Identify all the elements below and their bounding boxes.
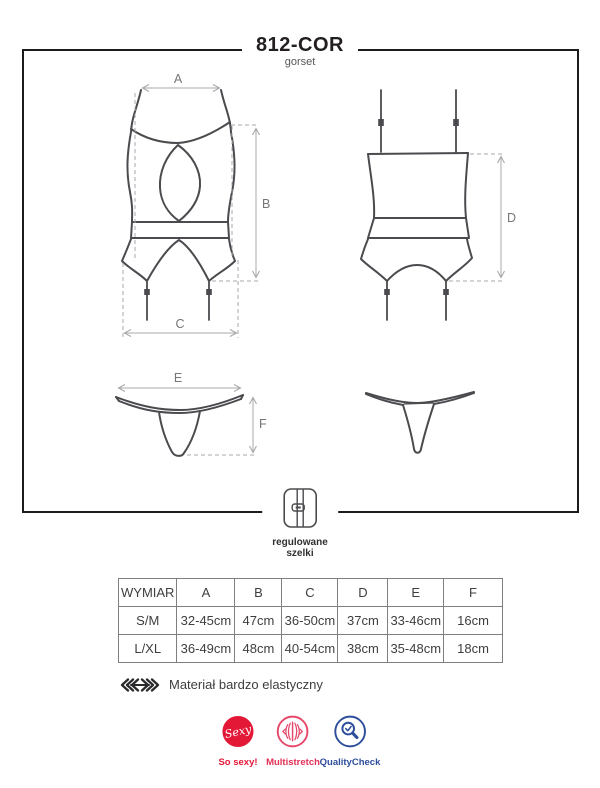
table-header-cell: B (235, 579, 282, 607)
table-cell: 18cm (444, 635, 503, 663)
table-header-cell: D (338, 579, 388, 607)
adjustable-straps-block (262, 487, 338, 559)
table-cell: 37cm (338, 607, 388, 635)
material-note-row (120, 677, 323, 692)
adjustable-straps-label-line2: szelki (286, 548, 314, 559)
qualitycheck-badge (320, 715, 381, 768)
table-cell: 47cm (235, 607, 282, 635)
table-cell: 38cm (338, 635, 388, 663)
size-table (118, 578, 503, 663)
adjustable-straps-icon (282, 487, 318, 529)
product-title: 812-COR (256, 34, 344, 56)
dim-label-d: D (507, 211, 517, 225)
multistretch-label: Multistretch (266, 757, 320, 768)
corset-front-dimensions (123, 72, 270, 338)
qualitycheck-label: QualityCheck (319, 757, 381, 768)
dim-label-a: A (173, 72, 183, 86)
panty-front-diagram (116, 395, 243, 456)
dim-label-c: C (175, 317, 185, 331)
dim-label-e: E (173, 371, 183, 385)
dim-label-f: F (259, 417, 267, 431)
table-cell: 32-45cm (177, 607, 235, 635)
table-cell: 35-48cm (388, 635, 444, 663)
qualitycheck-icon (334, 715, 367, 748)
sexy-label: So sexy! (218, 757, 258, 768)
table-cell: 33-46cm (388, 607, 444, 635)
material-note: Materiał bardzo elastyczny (169, 677, 323, 692)
table-cell: 48cm (235, 635, 282, 663)
table-header-cell: WYMIAR (119, 579, 177, 607)
table-cell: 16cm (444, 607, 503, 635)
svg-text:Sexy: Sexy (223, 722, 253, 742)
product-subtitle: gorset (284, 56, 316, 68)
table-header-cell: A (177, 579, 235, 607)
size-row-label: L/XL (119, 635, 177, 663)
adjustable-straps-label-line1: regulowane (272, 537, 328, 548)
panty-back-diagram (366, 392, 474, 453)
corset-front-diagram (122, 90, 235, 320)
sexy-icon (221, 715, 254, 748)
dim-label-b: B (262, 197, 271, 211)
stretch-arrows-icon (120, 678, 160, 692)
table-cell: 40-54cm (282, 635, 338, 663)
corset-back-diagram (361, 90, 472, 320)
size-table-header-row (119, 579, 503, 607)
table-header-cell: C (282, 579, 338, 607)
table-cell: 36-49cm (177, 635, 235, 663)
multistretch-badge (266, 715, 320, 768)
table-header-cell: F (444, 579, 503, 607)
title-block (242, 34, 358, 68)
size-row-lxl (119, 635, 503, 663)
size-row-label: S/M (119, 607, 177, 635)
size-row-sm (119, 607, 503, 635)
table-cell: 36-50cm (282, 607, 338, 635)
sexy-badge (218, 715, 257, 768)
multistretch-icon (277, 715, 310, 748)
table-header-cell: E (388, 579, 444, 607)
